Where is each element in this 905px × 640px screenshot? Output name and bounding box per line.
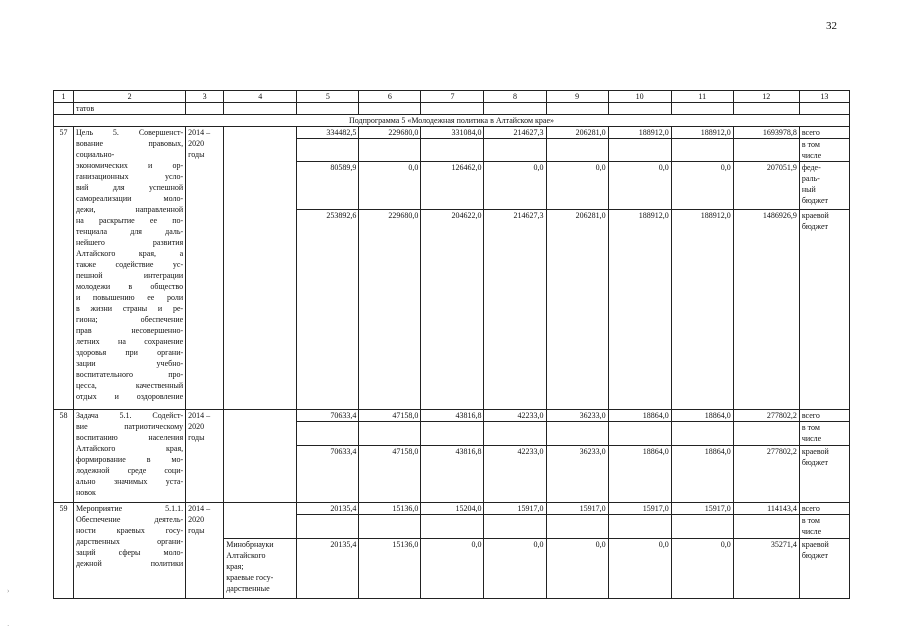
funding-value: 0,0 bbox=[484, 162, 546, 210]
funding-value bbox=[733, 139, 799, 162]
funding-source bbox=[799, 515, 849, 539]
funding-source-line: числе bbox=[801, 527, 822, 536]
funding-source-line: числе bbox=[801, 434, 822, 443]
item-name-line: пешной интеграции bbox=[76, 271, 184, 280]
funding-value bbox=[297, 515, 359, 539]
item-name-line: ности краевых госу- bbox=[76, 526, 184, 535]
column-header: 9 bbox=[546, 91, 608, 103]
funding-source-line: бюджет bbox=[801, 458, 829, 467]
funding-value bbox=[671, 515, 733, 539]
funding-source-line: в том bbox=[801, 423, 820, 432]
funding-value: 42233,0 bbox=[484, 446, 546, 503]
funding-value: 0,0 bbox=[421, 539, 484, 599]
funding-value: 18864,0 bbox=[608, 446, 671, 503]
funding-value: 204622,0 bbox=[421, 210, 484, 410]
executor-line: краевые госу- bbox=[226, 573, 274, 582]
funding-value bbox=[484, 422, 546, 446]
funding-source bbox=[799, 503, 849, 515]
funding-source-line: феде- bbox=[801, 163, 821, 172]
executor bbox=[224, 503, 297, 539]
table-row bbox=[54, 127, 850, 139]
item-name-line: зации учебно- bbox=[76, 359, 184, 368]
funding-value bbox=[733, 515, 799, 539]
item-name-line: Цель 5. Совершенст- bbox=[76, 128, 184, 137]
funding-value bbox=[421, 515, 484, 539]
subprogram-title: Подпрограмма 5 «Молодежная политика в Алтайском крае» bbox=[54, 115, 850, 127]
row-number: 57 bbox=[54, 127, 74, 410]
item-name-line: дарственных органи- bbox=[76, 537, 184, 546]
funding-value bbox=[608, 515, 671, 539]
row-number: 59 bbox=[54, 503, 74, 599]
item-name-line: ально значимых уста- bbox=[76, 477, 184, 486]
period-line: 2014 – bbox=[188, 504, 211, 513]
funding-value: 15136,0 bbox=[359, 539, 421, 599]
funding-value bbox=[733, 422, 799, 446]
funding-source bbox=[799, 422, 849, 446]
row-number: 58 bbox=[54, 410, 74, 503]
funding-value: 126462,0 bbox=[421, 162, 484, 210]
table-row bbox=[54, 503, 850, 515]
column-header: 7 bbox=[421, 91, 484, 103]
column-header: 13 bbox=[799, 91, 849, 103]
carryover-text: татов bbox=[74, 103, 186, 115]
funding-source-line: бюджет bbox=[801, 551, 829, 560]
funding-source bbox=[799, 446, 849, 503]
funding-value: 253892,6 bbox=[297, 210, 359, 410]
item-name-line: экономических и ор- bbox=[76, 161, 184, 170]
funding-value: 0,0 bbox=[671, 539, 733, 599]
item-name-line: дежной политики bbox=[76, 559, 184, 568]
item-name bbox=[74, 127, 186, 410]
funding-value: 15204,0 bbox=[421, 503, 484, 515]
funding-value: 36233,0 bbox=[546, 446, 608, 503]
funding-value: 18864,0 bbox=[608, 410, 671, 422]
funding-value: 47158,0 bbox=[359, 410, 421, 422]
margin-mark: › bbox=[7, 587, 10, 595]
period-line: 2020 bbox=[188, 139, 205, 148]
funding-value bbox=[608, 422, 671, 446]
funding-source-line: всего bbox=[801, 411, 820, 420]
item-name-line: Задача 5.1. Содейст- bbox=[76, 411, 184, 420]
item-name bbox=[74, 410, 186, 503]
funding-value: 188912,0 bbox=[608, 210, 671, 410]
funding-value: 229680,0 bbox=[359, 210, 421, 410]
funding-value: 0,0 bbox=[608, 162, 671, 210]
item-name-line: отдых и оздоровление bbox=[76, 392, 184, 401]
funding-value: 0,0 bbox=[359, 162, 421, 210]
item-name-line: новок bbox=[76, 488, 96, 497]
item-name-line: летних на сохранение bbox=[76, 337, 184, 346]
funding-value: 331084,0 bbox=[421, 127, 484, 139]
item-name-line: социально- bbox=[76, 150, 115, 159]
item-name-line: формирование в мо- bbox=[76, 455, 184, 464]
funding-value: 0,0 bbox=[484, 539, 546, 599]
funding-value: 1486926,9 bbox=[733, 210, 799, 410]
item-name-line: Обеспечение деятель- bbox=[76, 515, 184, 524]
funding-source-line: в том bbox=[801, 140, 820, 149]
period bbox=[186, 410, 224, 503]
funding-value: 18864,0 bbox=[671, 446, 733, 503]
column-header: 4 bbox=[224, 91, 297, 103]
item-name-line: Мероприятие 5.1.1. bbox=[76, 504, 184, 513]
period bbox=[186, 127, 224, 410]
item-name-line: гиона; обеспечение bbox=[76, 315, 184, 324]
executor-line: края; bbox=[226, 562, 244, 571]
funding-value: 0,0 bbox=[546, 539, 608, 599]
funding-source-line: краевой bbox=[801, 447, 829, 456]
column-header: 3 bbox=[186, 91, 224, 103]
funding-value bbox=[546, 422, 608, 446]
item-name-line: и повышению ее роли bbox=[76, 293, 184, 302]
funding-value bbox=[297, 422, 359, 446]
executor bbox=[224, 410, 297, 503]
column-header: 2 bbox=[74, 91, 186, 103]
funding-value: 20135,4 bbox=[297, 503, 359, 515]
item-name-line: вий для успешной bbox=[76, 183, 184, 192]
funding-value: 0,0 bbox=[671, 162, 733, 210]
item-name-line: лодежной среде соци- bbox=[76, 466, 184, 475]
funding-value: 188912,0 bbox=[608, 127, 671, 139]
funding-source-line: ный bbox=[801, 185, 816, 194]
page-number: 32 bbox=[826, 20, 837, 32]
funding-value: 214627,3 bbox=[484, 127, 546, 139]
executor-line: дарственные bbox=[226, 584, 270, 593]
margin-mark: · bbox=[7, 622, 10, 630]
item-name-line: прав несовершенно- bbox=[76, 326, 184, 335]
funding-value bbox=[671, 422, 733, 446]
funding-value bbox=[484, 139, 546, 162]
funding-value bbox=[359, 515, 421, 539]
funding-value bbox=[297, 139, 359, 162]
funding-value bbox=[421, 422, 484, 446]
item-name-line: в жизни страны и ре- bbox=[76, 304, 184, 313]
funding-value: 206281,0 bbox=[546, 210, 608, 410]
funding-value: 15136,0 bbox=[359, 503, 421, 515]
funding-value: 18864,0 bbox=[671, 410, 733, 422]
funding-value: 15917,0 bbox=[608, 503, 671, 515]
funding-value bbox=[608, 139, 671, 162]
column-header: 5 bbox=[297, 91, 359, 103]
funding-value: 20135,4 bbox=[297, 539, 359, 599]
funding-value: 36233,0 bbox=[546, 410, 608, 422]
table-row bbox=[54, 410, 850, 422]
period-line: годы bbox=[188, 526, 205, 535]
funding-value: 15917,0 bbox=[546, 503, 608, 515]
column-header: 6 bbox=[359, 91, 421, 103]
column-header: 11 bbox=[671, 91, 733, 103]
funding-value: 206281,0 bbox=[546, 127, 608, 139]
funding-value bbox=[546, 515, 608, 539]
budget-table bbox=[53, 90, 850, 599]
period-line: годы bbox=[188, 150, 205, 159]
period bbox=[186, 503, 224, 599]
funding-source bbox=[799, 162, 849, 210]
funding-value: 15917,0 bbox=[484, 503, 546, 515]
item-name-line: на раскрытие ее по- bbox=[76, 216, 184, 225]
column-header-row bbox=[54, 91, 850, 103]
funding-source bbox=[799, 139, 849, 162]
funding-value bbox=[359, 422, 421, 446]
executor-line: Минобрнауки bbox=[226, 540, 274, 549]
funding-value: 229680,0 bbox=[359, 127, 421, 139]
funding-source bbox=[799, 539, 849, 599]
item-name-line: заций сферы моло- bbox=[76, 548, 184, 557]
funding-source-line: раль- bbox=[801, 174, 820, 183]
executor-line: Алтайского bbox=[226, 551, 266, 560]
funding-value bbox=[546, 139, 608, 162]
funding-source-line: краевой bbox=[801, 540, 829, 549]
executor bbox=[224, 539, 297, 599]
funding-source-line: всего bbox=[801, 128, 820, 137]
funding-source bbox=[799, 127, 849, 139]
item-name-line: нейшего развития bbox=[76, 238, 184, 247]
item-name-line: вие патриотическому bbox=[76, 422, 184, 431]
column-header: 12 bbox=[733, 91, 799, 103]
item-name-line: воспитательного про- bbox=[76, 370, 184, 379]
funding-value: 42233,0 bbox=[484, 410, 546, 422]
carryover-row bbox=[54, 103, 850, 115]
item-name-line: молодежи в общество bbox=[76, 282, 184, 291]
item-name-line: воспитанию населения bbox=[76, 433, 184, 442]
funding-value: 70633,4 bbox=[297, 446, 359, 503]
funding-value: 188912,0 bbox=[671, 127, 733, 139]
funding-value: 80589,9 bbox=[297, 162, 359, 210]
column-header: 8 bbox=[484, 91, 546, 103]
item-name-line: здоровья при органи- bbox=[76, 348, 184, 357]
funding-source-line: всего bbox=[801, 504, 820, 513]
funding-value: 114143,4 bbox=[733, 503, 799, 515]
funding-value: 35271,4 bbox=[733, 539, 799, 599]
funding-value: 47158,0 bbox=[359, 446, 421, 503]
funding-value bbox=[421, 139, 484, 162]
period-line: 2020 bbox=[188, 515, 205, 524]
funding-value: 43816,8 bbox=[421, 446, 484, 503]
funding-value: 214627,3 bbox=[484, 210, 546, 410]
column-header: 1 bbox=[54, 91, 74, 103]
funding-value: 15917,0 bbox=[671, 503, 733, 515]
funding-source-line: краевой bbox=[801, 211, 829, 220]
funding-value: 188912,0 bbox=[671, 210, 733, 410]
item-name-line: дежи, направленной bbox=[76, 205, 184, 214]
executor bbox=[224, 127, 297, 410]
item-name-line: цесса, качественный bbox=[76, 381, 184, 390]
funding-value bbox=[359, 139, 421, 162]
funding-source bbox=[799, 410, 849, 422]
item-name-line: тенциала для даль- bbox=[76, 227, 184, 236]
funding-value bbox=[671, 139, 733, 162]
funding-value: 1693978,8 bbox=[733, 127, 799, 139]
funding-value: 0,0 bbox=[608, 539, 671, 599]
funding-value: 207051,9 bbox=[733, 162, 799, 210]
period-line: 2014 – bbox=[188, 411, 211, 420]
item-name bbox=[74, 503, 186, 599]
item-name-line: вование правовых, bbox=[76, 139, 184, 148]
column-header: 10 bbox=[608, 91, 671, 103]
subprogram-title-row bbox=[54, 115, 850, 127]
funding-value: 70633,4 bbox=[297, 410, 359, 422]
funding-source-line: в том bbox=[801, 516, 820, 525]
period-line: 2020 bbox=[188, 422, 205, 431]
funding-value: 277802,2 bbox=[733, 410, 799, 422]
item-name-line: ганизационных усло- bbox=[76, 172, 184, 181]
funding-value: 334482,5 bbox=[297, 127, 359, 139]
item-name-line: самореализации моло- bbox=[76, 194, 184, 203]
funding-source-line: бюджет bbox=[801, 222, 829, 231]
funding-value: 43816,8 bbox=[421, 410, 484, 422]
funding-source bbox=[799, 210, 849, 410]
period-line: 2014 – bbox=[188, 128, 211, 137]
funding-value: 277802,2 bbox=[733, 446, 799, 503]
funding-source-line: бюджет bbox=[801, 196, 829, 205]
funding-source-line: числе bbox=[801, 151, 822, 160]
funding-value: 0,0 bbox=[546, 162, 608, 210]
period-line: годы bbox=[188, 433, 205, 442]
item-name-line: Алтайского края, а bbox=[76, 249, 184, 258]
item-name-line: Алтайского края, bbox=[76, 444, 184, 453]
item-name-line: также содействие ус- bbox=[76, 260, 184, 269]
funding-value bbox=[484, 515, 546, 539]
